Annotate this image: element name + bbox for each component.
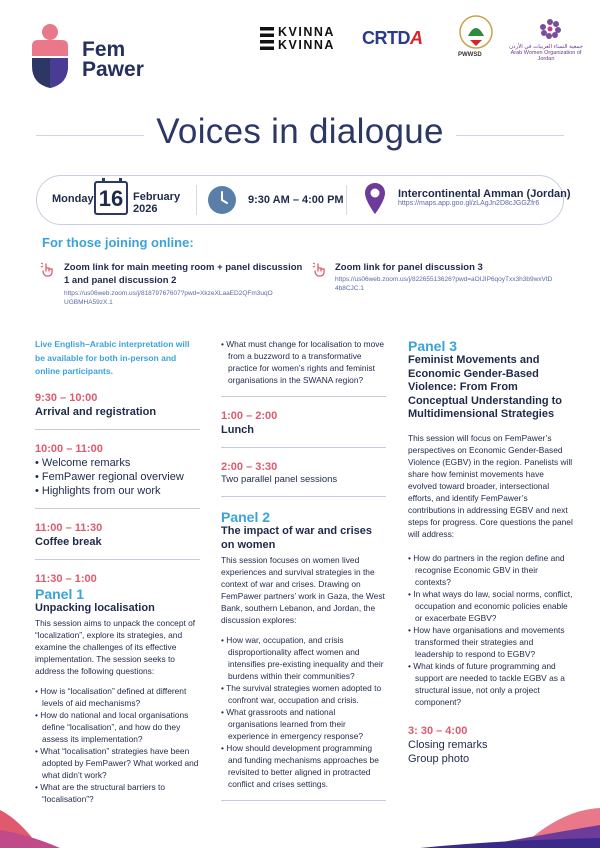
event-year: 2026 bbox=[133, 203, 158, 215]
divider bbox=[221, 396, 386, 397]
event-venue: Intercontinental Amman (Jordan) bbox=[398, 188, 571, 200]
slot-title: Closing remarks bbox=[408, 738, 488, 751]
event-time: 9:30 AM – 4:00 PM bbox=[248, 194, 344, 206]
event-month-name: February bbox=[133, 191, 181, 203]
slot-time: 11:30 – 1:00 bbox=[35, 572, 97, 585]
header bbox=[0, 0, 600, 110]
list-item: • What “localisation” strategies have been adopted by FemPawer? What worked and what didn’t work? bbox=[35, 745, 200, 781]
zoom-panel3-link[interactable]: https://us06web.zoom.us/j/82265513626?pwd=aOIJIP6qoyTxx3h3b9wxVtD4b8CJC.1 bbox=[335, 276, 553, 292]
slot-time: 10:00 – 11:00 bbox=[35, 442, 103, 455]
pointer-hand-icon bbox=[312, 262, 328, 278]
awo-logo-label: جمعية النساء العربيات في الأردن Arab Women Organization of Jordan bbox=[509, 44, 583, 62]
divider bbox=[221, 496, 386, 497]
kvinna-line-2: KVINNA bbox=[278, 37, 335, 52]
divider bbox=[346, 185, 347, 215]
slot-time: 2:00 – 3:30 bbox=[221, 461, 278, 473]
fempawer-logo-text bbox=[82, 40, 144, 80]
slot-title: Two parallel panel sessions bbox=[221, 474, 338, 485]
pwwsd-logo-label: PWWSD bbox=[458, 52, 482, 58]
divider bbox=[35, 559, 200, 560]
logo-line-2: Pawer bbox=[82, 58, 144, 81]
panel-label: Panel 2 bbox=[221, 509, 271, 525]
venue-map-link[interactable]: https://maps.app.goo.gl/zLAgJn2D8cJGGZfr6 bbox=[398, 200, 540, 207]
panel-questions-continued bbox=[221, 338, 386, 386]
panel-title: The impact of war and crises on women bbox=[221, 525, 372, 551]
divider bbox=[221, 447, 386, 448]
zoom-main-link[interactable]: https://us06web.zoom.us/j/81879767607?pwd=XkzeXLaaED2QFm3uqOUGBMHA59zX.1 bbox=[64, 290, 273, 306]
list-item: • What must change for localisation to move from a buzzword to a transformative practice for women’s rights and feminist organisations in the SWANA region? bbox=[221, 338, 386, 386]
panel-questions bbox=[221, 634, 386, 790]
panel-description: This session aims to unpack the concept of “localization”, explore its strategies, and examine the challenges of its effective implementation. The session seeks to address the following questions: bbox=[35, 618, 196, 676]
event-month bbox=[133, 191, 180, 215]
zoom-main-title bbox=[64, 261, 302, 287]
list-item: • In what ways do law, social norms, conflict, occupation and economic policies enable or exacerbate EGBV? bbox=[408, 588, 573, 624]
pointer-hand-icon bbox=[40, 262, 56, 278]
online-heading: For those joining online: bbox=[42, 235, 194, 250]
zoom-main-title-line-1: Zoom link for main meeting room + panel discussion bbox=[64, 262, 303, 273]
list-item: • How do partners in the region define and recognise Economic GBV in their contexts? bbox=[408, 552, 573, 588]
event-date-number: 16 bbox=[98, 186, 124, 211]
list-item: • How war, occupation, and crisis disproportionality affect women and intensifies pre-existing inequality and their burdens within their communities? bbox=[221, 634, 386, 682]
page-title: Voices in dialogue bbox=[156, 112, 444, 151]
slot-title: Arrival and registration bbox=[35, 405, 157, 418]
location-pin-icon bbox=[364, 182, 386, 216]
slot-time: 11:00 – 11:30 bbox=[35, 521, 103, 534]
panel-title: Unpacking localisation bbox=[35, 601, 155, 614]
list-item: • What grassroots and national organisations learned from their experience in emergency response? bbox=[221, 706, 386, 742]
clock-icon bbox=[208, 186, 236, 214]
panel-label: Panel 3 bbox=[408, 338, 458, 354]
list-item: • The survival strategies women adopted to confront war, occupation and crisis. bbox=[221, 682, 386, 706]
logo-line-1: Fem bbox=[82, 38, 126, 61]
list-item: • How should development programming and funding mechanisms approaches be revisited to better aligned in protracted conflict and crises settings. bbox=[221, 742, 386, 790]
list-item: • How have organisations and movements transformed their strategies and leadership to respond to EGBV? bbox=[408, 624, 573, 660]
kvinna-logo-icon bbox=[260, 27, 274, 51]
panel-description: This session focuses on women lived experiences and survival strategies in the context of war and crises. Drawing on FemPawer partners’ work in Gaza, the West Bank, southern Lebanon, and Jordan, the discussion explores: bbox=[221, 555, 385, 625]
zoom-main-title-line-2: 1 and panel discussion 2 bbox=[64, 275, 177, 286]
list-item: • FemPawer regional overview bbox=[35, 470, 200, 484]
interpretation-note: Live English–Arabic interpretation will be available for both in-person and online participants. bbox=[35, 339, 190, 376]
agenda-column-3 bbox=[408, 338, 573, 766]
slot-time: 9:30 – 10:00 bbox=[35, 391, 98, 404]
list-item: • What are the structural barriers to “localisation”? bbox=[35, 781, 200, 805]
crtda-logo-main: CRTD bbox=[362, 28, 410, 48]
list-item: • Highlights from our work bbox=[35, 484, 200, 498]
divider bbox=[35, 508, 200, 509]
slot-title: Lunch bbox=[221, 424, 254, 436]
event-day: Monday bbox=[52, 193, 94, 205]
slot-time: 3: 30 – 4:00 bbox=[408, 724, 468, 737]
calendar-icon bbox=[94, 181, 128, 215]
slot-time: 1:00 – 2:00 bbox=[221, 410, 278, 422]
crtda-logo-a: A bbox=[410, 28, 423, 48]
list-item: • How is “localisation” defined at different levels of aid mechanisms? bbox=[35, 685, 200, 709]
list-item: • Welcome remarks bbox=[35, 456, 200, 470]
panel-questions bbox=[408, 552, 573, 708]
list-item: • How do national and local organisations define “localisation”, and how do they assess its implementation? bbox=[35, 709, 200, 745]
slot-title: Coffee break bbox=[35, 535, 102, 548]
list-item: • What kinds of future programming and support are needed to tackle EGBV as a structural issue, not only a project component? bbox=[408, 660, 573, 708]
slot-items bbox=[35, 456, 200, 498]
divider bbox=[35, 429, 200, 430]
panel-description: This session will focus on FemPawer’s perspectives on Economic Gender-Based Violence (EGBV) in the region. Panelists will share how feminist movements have evolved toward broader, intersectional efforts, and identify FemPawer’s contributions in addressing EGBV and next steps for progress. Core questions the panel will address: bbox=[408, 432, 573, 539]
agenda-column-2 bbox=[221, 338, 386, 813]
agenda-column-1 bbox=[35, 338, 200, 805]
decorative-waves bbox=[0, 780, 600, 848]
zoom-panel3-title: Zoom link for panel discussion 3 bbox=[335, 262, 483, 273]
kvinna-logo-text bbox=[278, 26, 335, 51]
panel-label: Panel 1 bbox=[35, 585, 85, 602]
panel-title: Feminist Movements and Economic Gender-Based Violence: From From Conceptual Understanding to Multidimensional Strategies bbox=[408, 354, 562, 420]
divider bbox=[196, 185, 197, 215]
crtda-logo bbox=[362, 28, 423, 49]
slot-title: Group photo bbox=[408, 752, 470, 765]
kvinna-line-1: KVINNA bbox=[278, 25, 335, 39]
